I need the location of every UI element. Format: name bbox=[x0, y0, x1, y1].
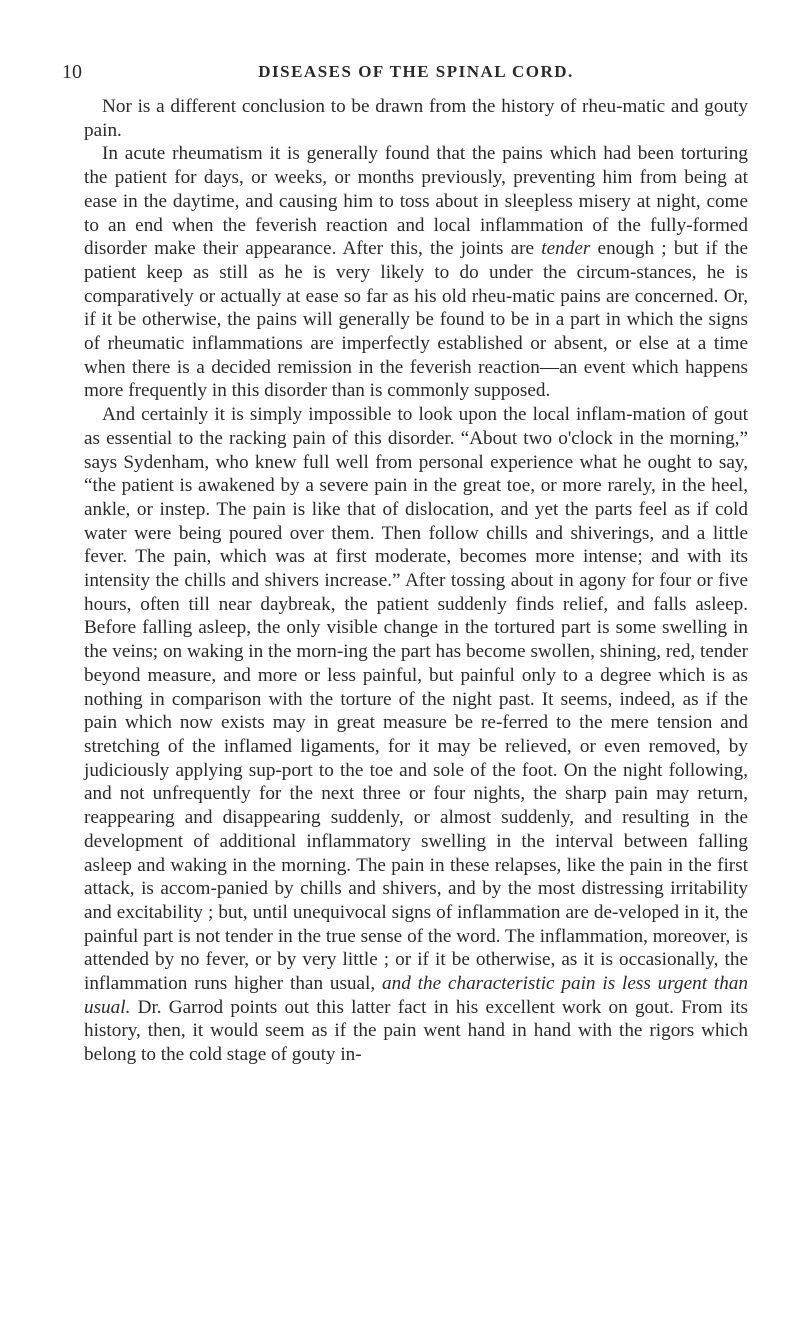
page-number: 10 bbox=[62, 61, 82, 83]
text-run: enough ; but if the patient keep as still as he is very likely to do under the circum-stances, he is comparatively or actually at ease so far as his old rheu-matic pains are concerned. Or, if it be otherwise, the pains will generally be found to be in a part in which the signs of rheumatic inflammations are imperfectly established or absent, or else at a time when there is a decided remission in the feverish reaction—an event which happens more frequently in this disorder than is commonly supposed. bbox=[84, 238, 749, 402]
paragraph-3 bbox=[84, 403, 748, 1067]
italic-text-run: tender bbox=[541, 238, 591, 260]
text-run: Dr. Garrod points out this latter fact in his excellent work on gout. From its history, then, it would seem as if the pain went hand in hand with the rigors which belong to the cold stage of gouty in- bbox=[84, 996, 748, 1066]
text-run: And certainly it is simply impossible to look upon the local inflam-mation of gout as essential to the racking pain of this disorder. “About two o'clock in the morning,” says Sydenham, who knew full well from personal experience what he ought to say, “the patient is awakened by a severe pain in the great toe, or more rarely, in the heel, ankle, or instep. The pain is like that of dislocation, and yet the parts feel as if cold water were being poured over them. Then follow chills and shiverings, and a little fever. The pain, which was at first moderate, becomes more intense; and with its intensity the chills and shivers increase.” After tossing about in agony for four or five hours, often till near daybreak, the patient suddenly finds relief, and falls asleep. Before falling asleep, the only visible change in the tortured part is some swelling in the veins; on waking in the morn-ing the part has become swollen, shining, red, tender beyond measure, and more or less painful, but painful only to a degree which is as nothing in comparison with the torture of the night past. It seems, indeed, as if the pain which now exists may in great measure be re-ferred to the mere tension and stretching of the inflamed ligaments, for it may be relieved, or even removed, by judiciously applying sup-port to the toe and sole of the foot. On the night following, and not unfrequently for the next three or four nights, the sharp pain may return, reappearing and disappearing suddenly, or almost suddenly, and resulting in the development of additional inflammatory swelling in the interval between falling asleep and waking in the morning. The pain in these relapses, like the pain in the first attack, is accom-panied by chills and shivers, and by the most distressing irritability and excitability ; but, until unequivocal signs of inflammation are de-veloped in it, the painful part is not tender in the true sense of the word. The inflammation, moreover, is attended by no fever, or by very little ; or if it be otherwise, as it is occasionally, the inflammation runs higher than usual, bbox=[84, 404, 748, 995]
book-page bbox=[62, 57, 749, 1067]
page-header bbox=[62, 57, 748, 87]
paragraph-1 bbox=[84, 95, 748, 142]
italic-text-run: and the characteristic pain is less urgent than usual. bbox=[84, 973, 748, 1018]
text-run: In acute rheumatism it is generally found that the pains which had been torturing the patient for days, or weeks, or months previously, preventing him from being at ease in the daytime, and causing him to toss about in sleepless misery at night, come to an end when the feverish reaction and local inflammation of the fully-formed disorder make their appearance. After this, the joints are bbox=[84, 143, 748, 260]
text-run: Nor is a different conclusion to be drawn from the history of rheu-matic and gouty pain. bbox=[84, 96, 748, 141]
running-title: DISEASES OF THE SPINAL CORD. bbox=[258, 62, 574, 81]
body-text bbox=[84, 95, 748, 1067]
paragraph-2 bbox=[84, 142, 748, 403]
